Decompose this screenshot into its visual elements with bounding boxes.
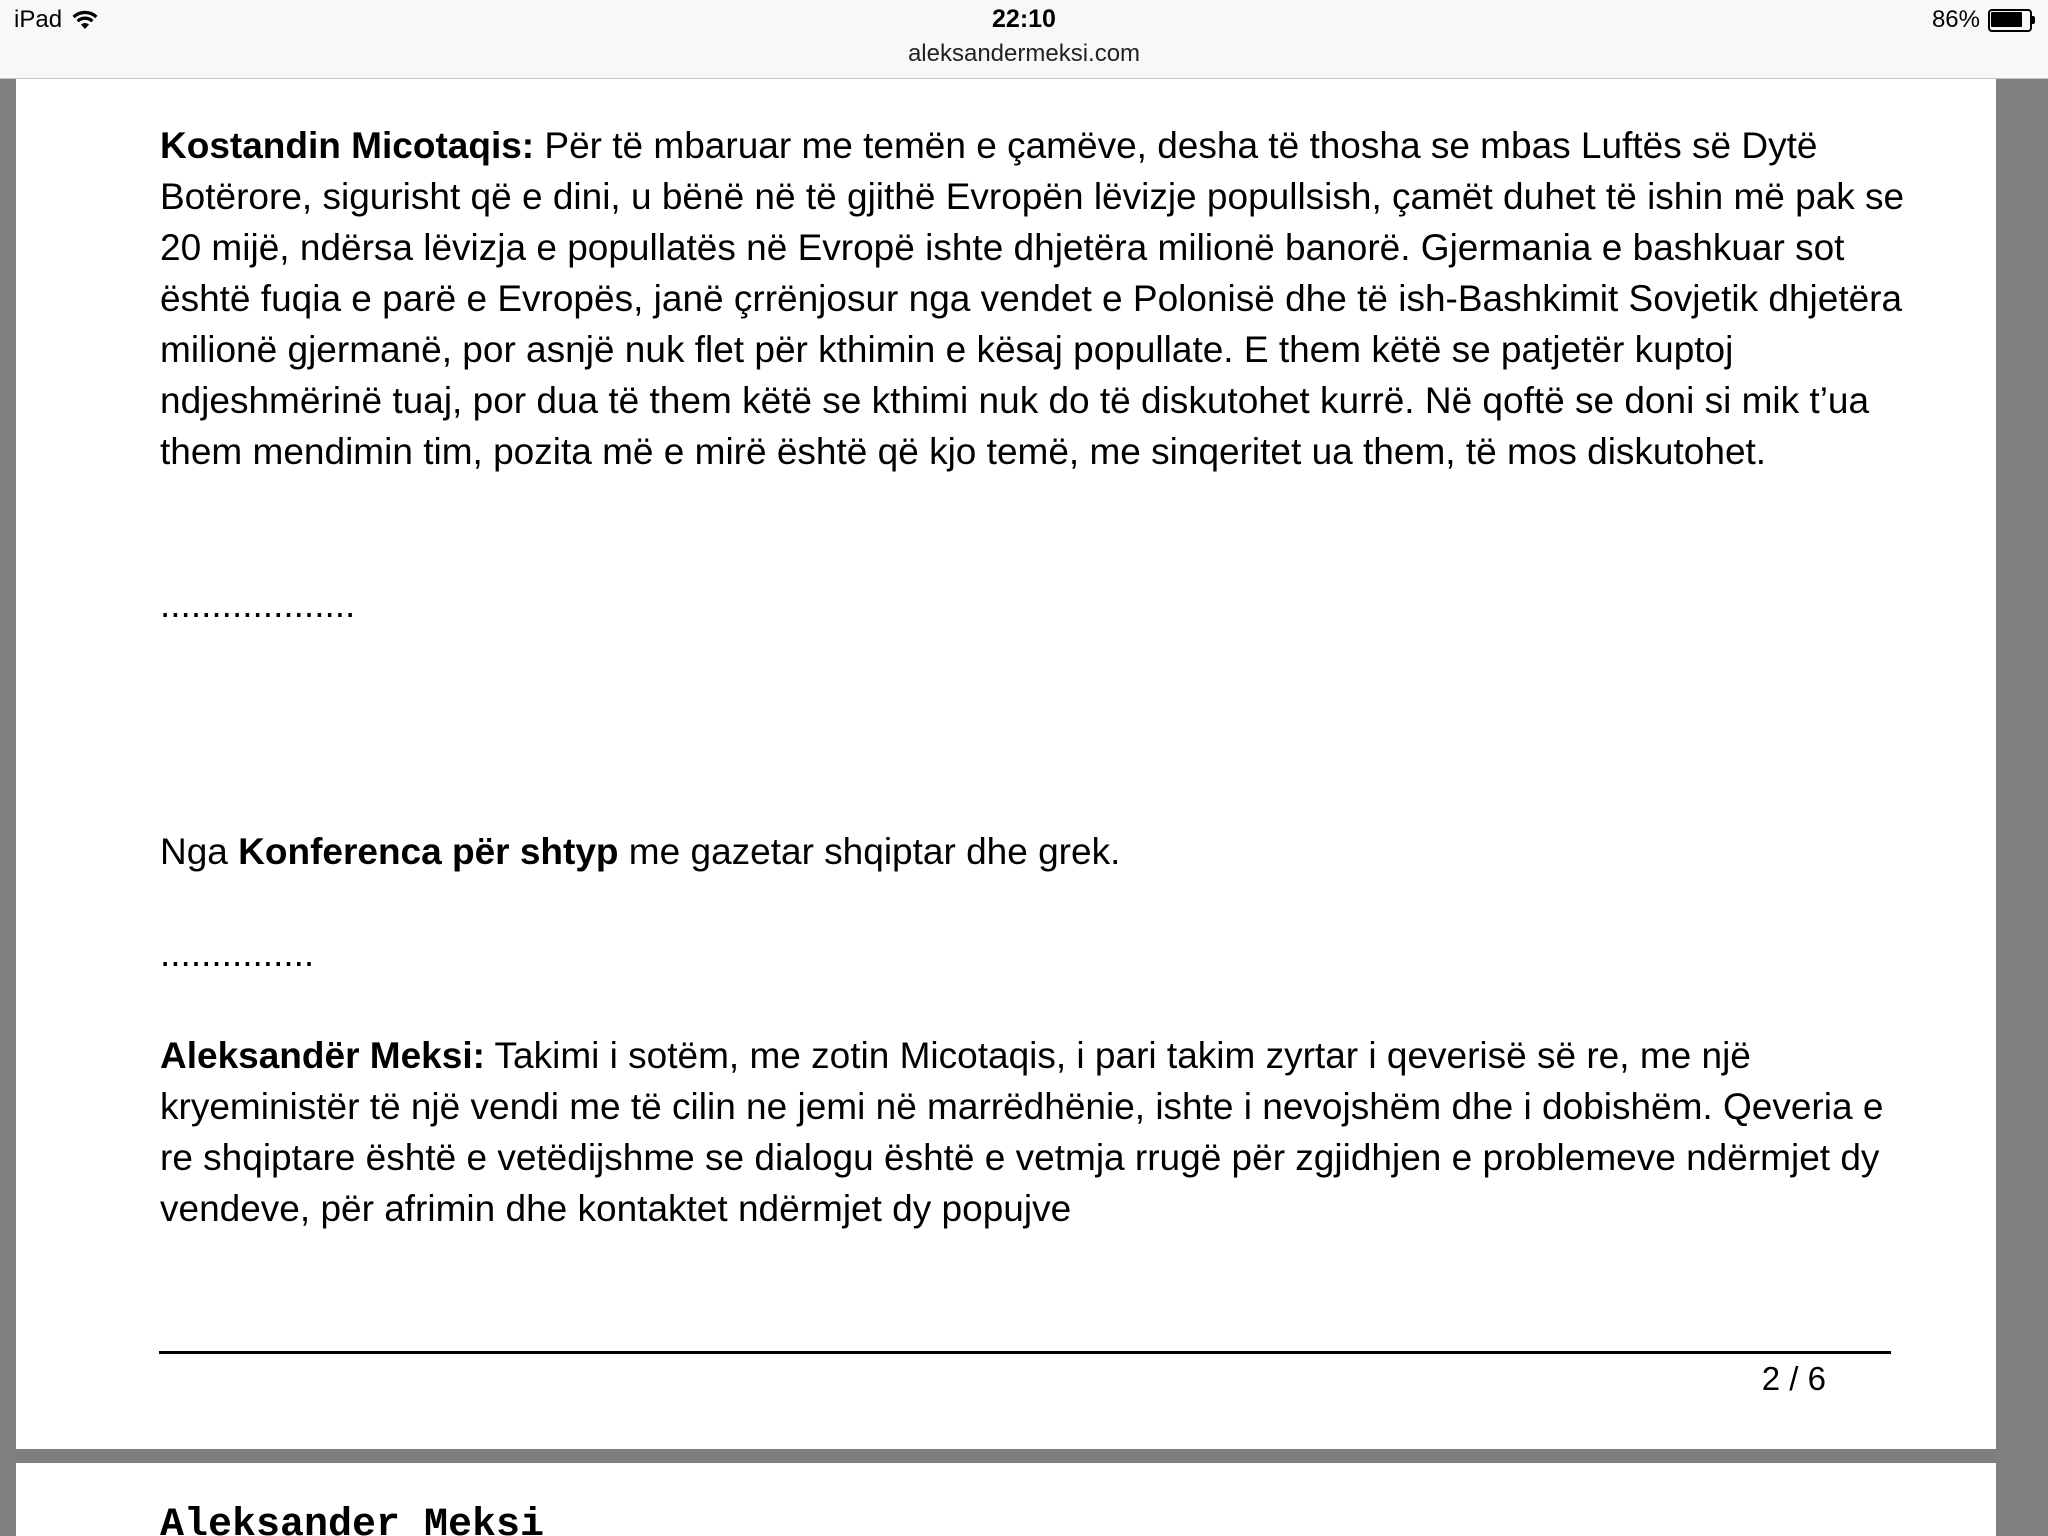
battery-percent: 86% xyxy=(1931,6,1980,33)
paragraph-text: Për të mbaruar me temën e çamëve, desha të thosha se mbas Luftës së Dytë Botërore, sigurisht që e dini, u bënë në të gjithë Evropën lëvizje popullsish, çamët duhet të ishin më pak se 20 mijë, ndërsa lëvizja e popullatës në Evropë ishte dhjetëra milionë banorë. Gjermania e bashkuar sot është fuqia e parë e Evropës, janë çrrënjosur nga vendet e Polonisë dhe të ish-Bashkimit Sovjetik dhjetëra milionë gjermanë, por asnjë nuk flet për kthimin e kësaj popullate. E them këtë se patjetër kuptoj ndjeshmërinë tuaj, por dua të them këtë se kthimi nuk do të diskutohet kurrë. Në qoftë se doni si mik t’ua them mendimin tim, pozita më e mirë është që kjo temë, me sinqeritet ua them, të mos diskutohet. xyxy=(160,125,1905,472)
paragraph-meksi xyxy=(160,1030,1910,1234)
ellipsis-separator-2: ............... xyxy=(160,933,315,974)
conference-title: Konferenca për shtyp xyxy=(238,831,619,872)
page-number: 2 / 6 xyxy=(1761,1360,1826,1397)
paragraph-conference xyxy=(160,826,1120,877)
battery-indicator xyxy=(1932,6,2034,34)
speaker-name: Kostandin Micotaqis: xyxy=(160,125,535,166)
status-time: 22:10 xyxy=(992,5,1056,33)
document-page xyxy=(16,79,1996,1449)
battery-icon xyxy=(1988,10,2034,31)
ellipsis-separator: ................... xyxy=(160,584,356,625)
paragraph-text-2: Takimi i sotëm, me zotin Micotaqis, i pari takim zyrtar i qeverisë së re, me një kryeministër të një vendi me të cilin ne jemi në marrëdhënie, ishte i nevojshëm dhe i dobishëm. Qeveria e re shqiptare është e vetëdijshme se dialogu është e vetmja rrugë për zgjidhjen e problemeve ndërmjet dy vendeve, për afrimin dhe kontaktet ndërmjet dy popujve xyxy=(160,1035,1884,1229)
address-bar-url[interactable]: aleksandermeksi.com xyxy=(907,40,1141,67)
paragraph-prefix: Nga xyxy=(160,831,239,872)
status-bar xyxy=(0,0,2048,79)
paragraph-micotaqis xyxy=(160,120,1910,477)
footer-divider xyxy=(159,1351,1891,1354)
next-page-heading: Aleksander Meksi xyxy=(160,1503,545,1536)
paragraph-suffix: me gazetar shqiptar dhe grek. xyxy=(618,831,1121,872)
next-document-page xyxy=(16,1463,1996,1536)
speaker-name-2: Aleksandër Meksi: xyxy=(160,1035,485,1076)
device-name: iPad xyxy=(14,6,63,33)
